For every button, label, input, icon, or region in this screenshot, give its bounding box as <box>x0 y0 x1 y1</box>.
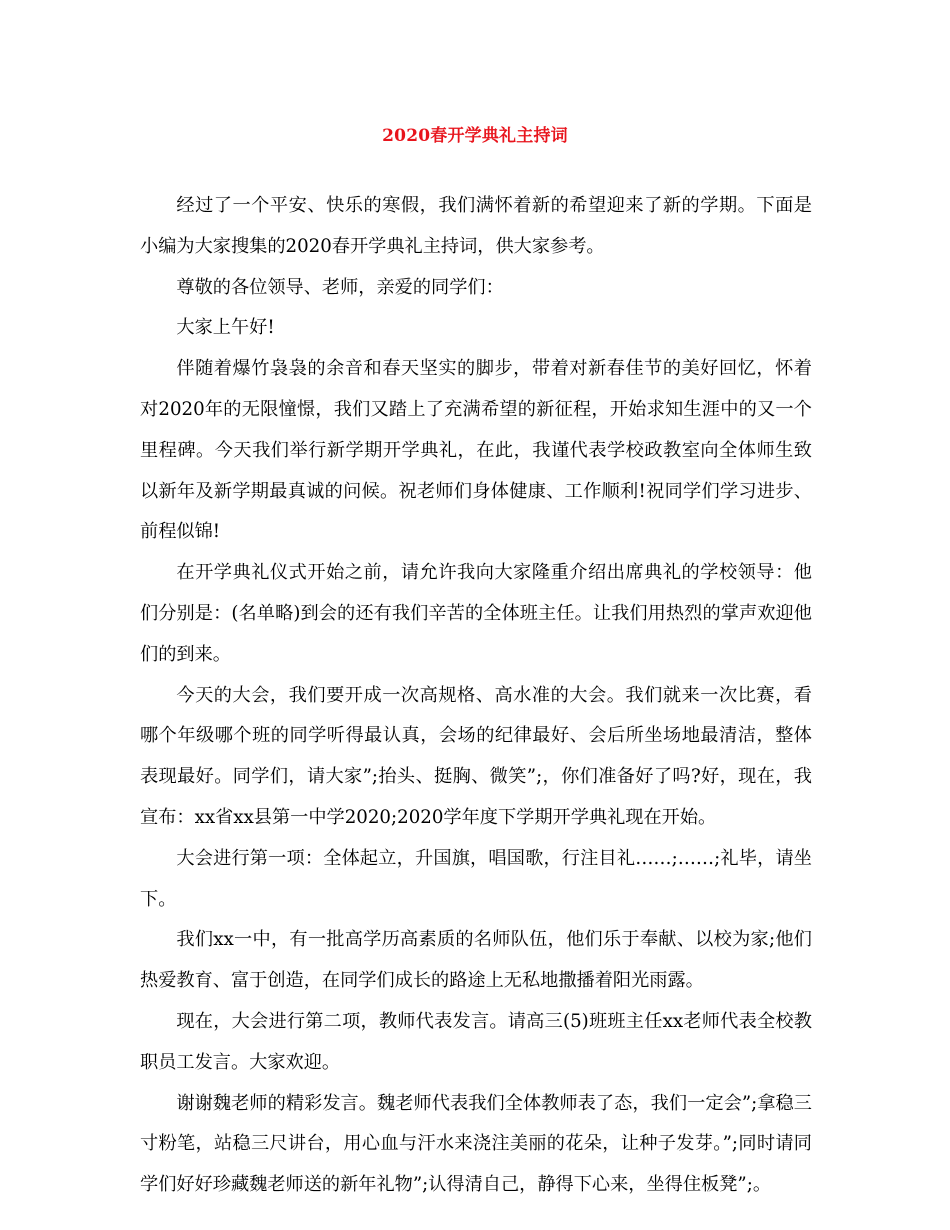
paragraph-leaders: 在开学典礼仪式开始之前，请允许我向大家隆重介绍出席典礼的学校领导：他们分别是：(名单略)到会的还有我们辛苦的全体班主任。让我们用热烈的掌声欢迎他们的到来。 <box>140 562 812 665</box>
document-body <box>140 186 812 1206</box>
paragraph-assembly: 今天的大会，我们要开成一次高规格、高水准的大会。我们就来一次比赛，看哪个年级哪个班的同学听得最认真，会场的纪律最好、会后所坐场地最清洁，整体表现最好。同学们，请大家”;抬头、挺胸、微笑”;，你们准备好了吗?好，现在，我宣布：xx省xx县第一中学2020;2020学年度下学期开学典礼现在开始。 <box>140 684 812 828</box>
paragraph-opening: 伴随着爆竹袅袅的余音和春天坚实的脚步，带着对新春佳节的美好回忆，怀着对2020年的无限憧憬，我们又踏上了充满希望的新征程，开始求知生涯中的又一个里程碑。今天我们举行新学期开学典礼，在此，我谨代表学校政教室向全体师生致以新年及新学期最真诚的问候。祝老师们身体健康、工作顺利!祝同学们学习进步、前程似锦! <box>140 358 812 543</box>
paragraph-item-one: 大会进行第一项：全体起立，升国旗，唱国歌，行注目礼……;……;礼毕，请坐下。 <box>140 847 812 910</box>
paragraph-item-two: 现在，大会进行第二项，教师代表发言。请高三(5)班班主任xx老师代表全校教职员工发言。大家欢迎。 <box>140 1010 812 1073</box>
paragraph-salutation: 尊敬的各位领导、老师，亲爱的同学们： <box>176 276 504 298</box>
paragraph-thanks: 谢谢魏老师的精彩发言。魏老师代表我们全体教师表了态，我们一定会”;拿稳三寸粉笔，站稳三尺讲台，用心血与汗水来浇注美丽的花朵，让种子发芽。”;同时请同学们好好珍藏魏老师送的新年礼物”;认得清自己，静得下心来，坐得住板凳”;。 <box>140 1092 812 1196</box>
document-title: 2020春开学典礼主持词 <box>382 126 568 146</box>
paragraph-greeting: 大家上午好! <box>176 317 275 339</box>
paragraph-intro: 经过了一个平安、快乐的寒假，我们满怀着新的希望迎来了新的学期。下面是小编为大家搜集的2020春开学典礼主持词，供大家参考。 <box>140 195 812 257</box>
paragraph-teachers: 我们xx一中，有一批高学历高素质的名师队伍，他们乐于奉献、以校为家;他们热爱教育、富于创造，在同学们成长的路途上无私地撒播着阳光雨露。 <box>140 929 812 992</box>
